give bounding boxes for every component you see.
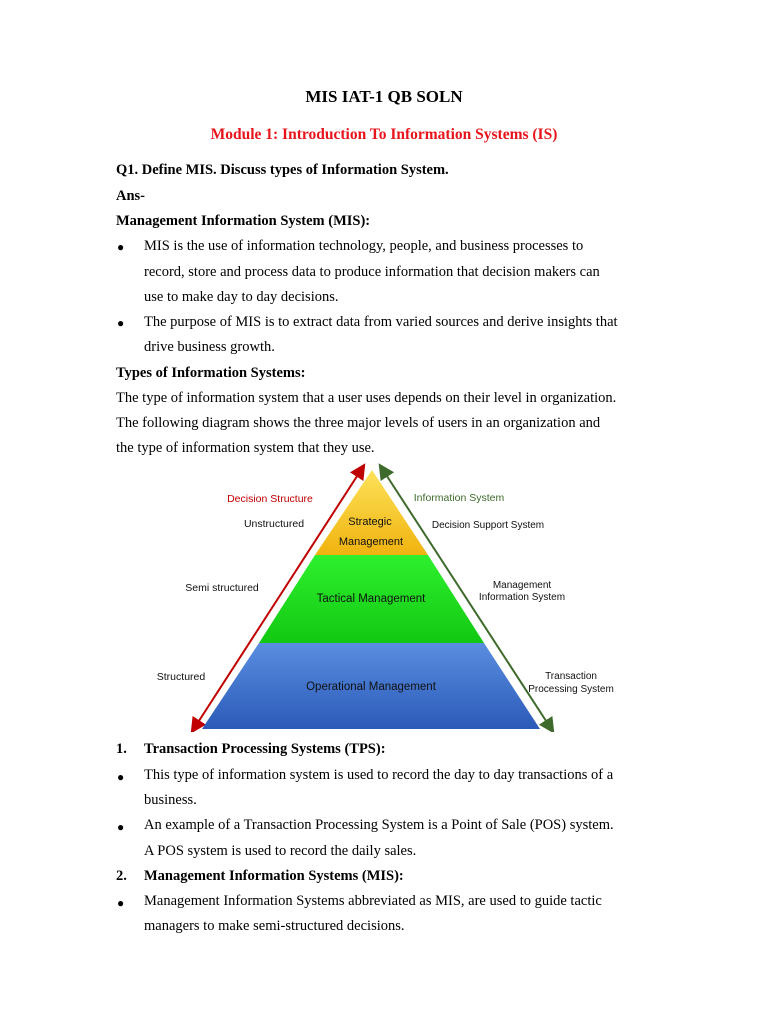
decision-structure-label: Decision Structure	[227, 493, 313, 505]
module-heading: Module 1: Introduction To Information Systems (IS)	[210, 126, 558, 143]
bullet-icon: ●	[117, 820, 125, 834]
operational-label: Operational Management	[306, 681, 436, 693]
bullet-icon: ●	[117, 316, 125, 330]
answer-label: Ans-	[116, 188, 146, 204]
unstructured-label: Unstructured	[243, 518, 305, 530]
tps-number: 1.	[116, 741, 127, 757]
mis-heading: Management Information System (MIS):	[116, 213, 371, 229]
mis2-bullet-1-line-1: Management Information Systems abbreviated as MIS, are used to guide tactic	[144, 893, 602, 909]
dss-label: Decision Support System	[431, 520, 545, 531]
mis-bullet-2-line-2: drive business growth.	[144, 339, 275, 355]
tactical-label: Tactical Management	[316, 593, 426, 605]
tps-label-2: Processing System	[528, 684, 614, 695]
bullet-icon: ●	[117, 770, 125, 784]
bullet-icon: ●	[117, 896, 125, 910]
mis2-number: 2.	[116, 868, 127, 884]
mis-bullet-2-line-1: The purpose of MIS is to extract data from varied sources and derive insights that	[144, 314, 618, 330]
tps-bullet-2-line-1: An example of a Transaction Processing System is a Point of Sale (POS) system.	[144, 817, 614, 833]
strategic-label-2: Management	[338, 536, 404, 548]
information-system-label: Information System	[413, 492, 505, 504]
mis-label-1: Management	[492, 580, 552, 591]
tps-bullet-1-line-1: This type of information system is used to record the day to day transactions of a	[144, 767, 614, 783]
structured-label: Structured	[156, 671, 206, 683]
bullet-icon: ●	[117, 240, 125, 254]
tps-label-1: Transaction	[545, 671, 597, 682]
mis2-heading: Management Information Systems (MIS):	[144, 868, 404, 884]
tps-heading: Transaction Processing Systems (TPS):	[144, 741, 386, 757]
mis-bullet-1-line-1: MIS is the use of information technology, people, and business processes to	[144, 238, 584, 254]
mis-bullet-1-line-3: use to make day to day decisions.	[144, 289, 339, 305]
types-para-line-3: the type of information system that they use.	[116, 440, 375, 456]
types-heading: Types of Information Systems:	[116, 365, 306, 381]
question-heading: Q1. Define MIS. Discuss types of Information System.	[116, 162, 449, 178]
pyramid-diagram	[150, 462, 630, 732]
mis-bullet-1-line-2: record, store and process data to produce information that decision makers can	[144, 264, 600, 280]
tps-bullet-2-line-2: A POS system is used to record the daily sales.	[144, 843, 417, 859]
tps-bullet-1-line-2: business.	[144, 792, 197, 808]
document-title: MIS IAT-1 QB SOLN	[305, 87, 463, 106]
types-para-line-2: The following diagram shows the three major levels of users in an organization and	[116, 415, 601, 431]
types-para-line-1: The type of information system that a user uses depends on their level in organization.	[116, 390, 617, 406]
mis-label-2: Information System	[478, 592, 566, 603]
mis2-bullet-1-line-2: managers to make semi-structured decisions.	[144, 918, 405, 934]
strategic-label-1: Strategic	[348, 516, 392, 528]
semi-structured-label: Semi structured	[185, 582, 259, 594]
